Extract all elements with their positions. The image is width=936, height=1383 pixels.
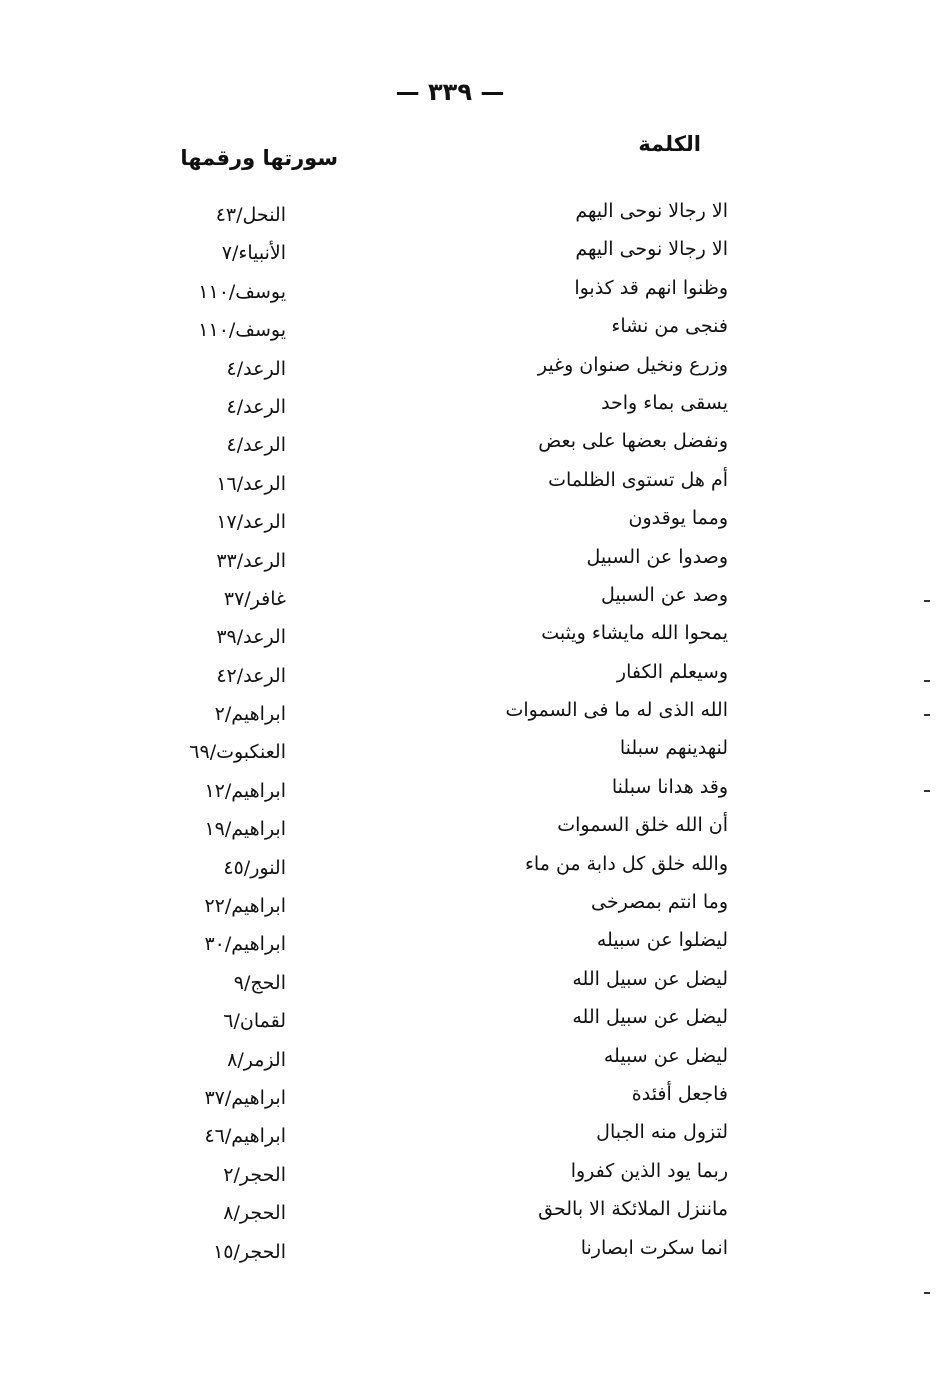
index-row <box>0 849 936 887</box>
surah-reference: النور/٤٥ <box>223 856 286 879</box>
word-text: ليضل عن سبيله <box>603 1044 728 1067</box>
margin-mark <box>924 600 930 602</box>
surah-reference: ابراهيم/٣٠ <box>204 933 286 956</box>
word-text: أن الله خلق السموات <box>557 814 728 837</box>
surah-reference: الرعد/١٧ <box>216 511 286 534</box>
surah-reference: الرعد/٤٢ <box>216 664 286 687</box>
word-text: يمحوا الله مايشاء ويثبت <box>541 622 728 645</box>
surah-reference: النحل/٤٣ <box>215 204 286 226</box>
index-row <box>0 887 936 925</box>
index-row <box>0 810 936 848</box>
word-text: ماننزل الملائكة الا بالحق <box>538 1198 728 1221</box>
surah-reference: غافر/٣٧ <box>223 587 286 610</box>
margin-mark <box>924 1292 930 1294</box>
index-row <box>0 1079 936 1117</box>
word-text: وصدوا عن السبيل <box>586 545 728 568</box>
surah-reference: الحجر/٢ <box>223 1163 286 1186</box>
index-row <box>0 925 936 963</box>
surah-reference: الحج/٩ <box>233 971 286 994</box>
word-text: وقد هدانا سبلنا <box>611 775 728 798</box>
index-row <box>0 733 936 771</box>
surah-reference: الرعد/٤ <box>226 357 286 380</box>
surah-reference: ابراهيم/٢٢ <box>204 895 286 918</box>
index-row <box>0 1194 936 1232</box>
index-row <box>0 772 936 810</box>
surah-reference: الرعد/١٦ <box>216 472 286 495</box>
column-header-surah: سورتها ورقمها <box>180 146 338 170</box>
word-text: يسقى بماء واحد <box>601 391 728 414</box>
index-row <box>0 1156 936 1194</box>
index-row <box>0 273 936 311</box>
surah-reference: الرعد/٤ <box>226 434 286 457</box>
page-number: — ٣٣٩ — <box>395 78 505 106</box>
word-text: لنهدينهم سبلنا <box>619 737 728 760</box>
word-text: ليضل عن سبيل الله <box>572 967 728 990</box>
surah-reference: الحجر/١٥ <box>213 1240 286 1263</box>
index-row <box>0 234 936 272</box>
word-text: الا رجالا نوحى اليهم <box>575 238 728 261</box>
surah-reference: لقمان/٦ <box>223 1010 286 1033</box>
word-text: وصد عن السبيل <box>600 583 728 606</box>
surah-reference: الزمر/٨ <box>227 1048 286 1071</box>
surah-reference: الرعد/٣٩ <box>216 626 286 649</box>
index-row <box>0 1041 936 1079</box>
margin-mark <box>924 790 930 792</box>
surah-reference: العنكبوت/٦٩ <box>189 741 286 764</box>
index-row <box>0 465 936 503</box>
margin-mark <box>924 714 930 716</box>
index-row <box>0 196 936 234</box>
surah-reference: الرعد/٣٣ <box>216 549 286 572</box>
surah-reference: الحجر/٨ <box>223 1202 286 1225</box>
word-text: ربما يود الذين كفروا <box>570 1159 728 1182</box>
word-text: وما انتم بمصرخى <box>591 891 728 914</box>
index-row <box>0 695 936 733</box>
surah-reference: ابراهيم/١٩ <box>204 818 286 841</box>
surah-reference: يوسف/١١٠ <box>198 319 286 342</box>
word-text: ومما يوقدون <box>628 507 728 530</box>
index-row <box>0 1002 936 1040</box>
index-row <box>0 618 936 656</box>
word-text: فنجى من نشاء <box>611 315 728 338</box>
index-row <box>0 542 936 580</box>
word-text: وظنوا انهم قد كذبوا <box>574 276 728 299</box>
word-text: أم هل تستوى الظلمات <box>548 468 728 491</box>
surah-reference: الرعد/٤ <box>226 395 286 418</box>
word-text: ليضلوا عن سبيله <box>596 929 728 952</box>
word-text: والله خلق كل دابة من ماء <box>525 852 728 875</box>
index-row <box>0 388 936 426</box>
index-row <box>0 657 936 695</box>
word-text: الله الذى له ما فى السموات <box>505 699 728 722</box>
index-row <box>0 1233 936 1271</box>
word-text: انما سكرت ابصارنا <box>580 1236 728 1259</box>
index-row <box>0 426 936 464</box>
word-text: الا رجالا نوحى اليهم <box>575 200 728 222</box>
index-row <box>0 1117 936 1155</box>
surah-reference: يوسف/١١٠ <box>198 280 286 303</box>
surah-reference: الأنبياء/٧ <box>221 242 286 265</box>
surah-reference: ابراهيم/٤٦ <box>204 1125 286 1148</box>
word-text: ونفضل بعضها على بعض <box>538 430 728 453</box>
index-row <box>0 964 936 1002</box>
word-text: لتزول منه الجبال <box>596 1121 728 1144</box>
word-text: وزرع ونخيل صنوان وغير <box>537 353 728 376</box>
surah-reference: ابراهيم/١٢ <box>204 779 286 802</box>
index-row <box>0 350 936 388</box>
index-row <box>0 580 936 618</box>
index-row <box>0 503 936 541</box>
word-text: فاجعل أفئدة <box>631 1082 728 1105</box>
column-header-word: الكلمة <box>638 132 701 156</box>
word-text: ليضل عن سبيل الله <box>572 1006 728 1029</box>
surah-reference: ابراهيم/٣٧ <box>204 1086 286 1109</box>
index-list <box>0 196 936 1271</box>
surah-reference: ابراهيم/٢ <box>214 703 286 726</box>
index-row <box>0 311 936 349</box>
margin-mark <box>924 680 930 682</box>
word-text: وسيعلم الكفار <box>616 660 728 683</box>
